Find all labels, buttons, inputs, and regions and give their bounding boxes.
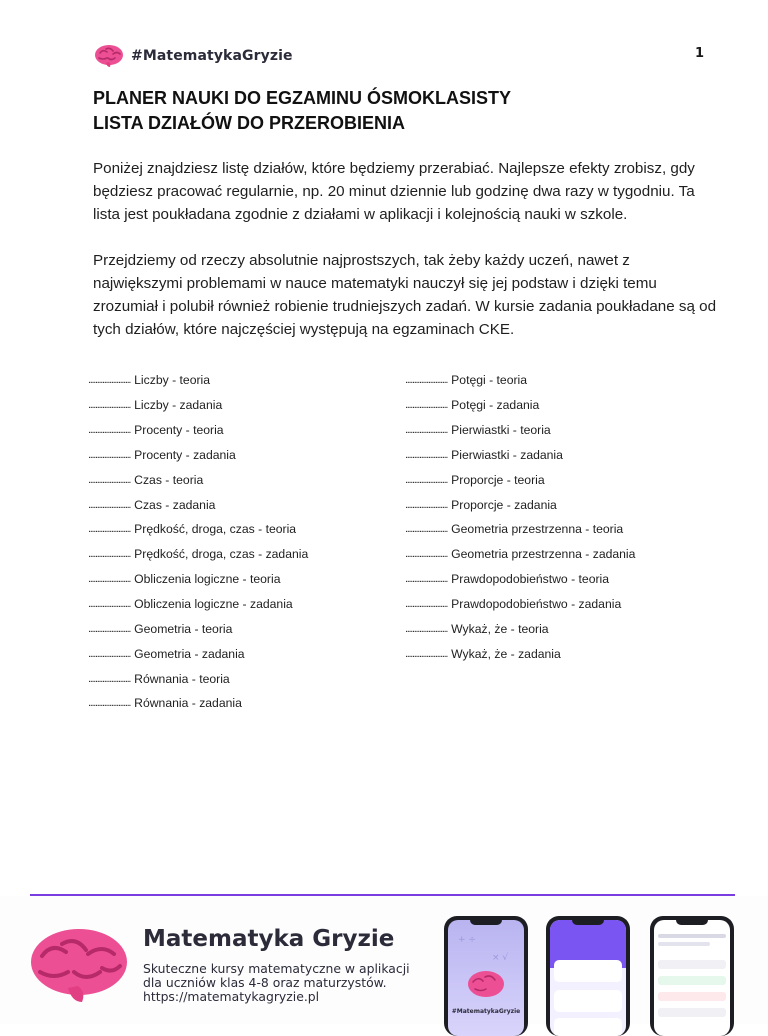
checklist-dots: ........................ (88, 523, 131, 536)
checklist-item (88, 592, 308, 617)
checklist-dots: ........................ (88, 647, 131, 660)
checklist-dots: ........................ (88, 399, 131, 412)
checklist-item (405, 641, 635, 666)
checklist-dots: ........................ (405, 598, 448, 611)
checklist-item-label: Geometria - zadania (134, 646, 245, 661)
checklist-item-label: Prędkość, droga, czas - teoria (134, 522, 297, 537)
checklist-item-label: Wykaż, że - teoria (451, 621, 549, 636)
checklist-item-label: Równania - zadania (134, 696, 242, 711)
checklist-dots: ........................ (405, 424, 448, 437)
phone-mockup (546, 916, 630, 1036)
checklist-dots: ........................ (405, 548, 448, 561)
checklist-dots: ........................ (405, 622, 448, 635)
checklist-item-label: Prawdopodobieństwo - teoria (451, 572, 610, 587)
checklist-item-label: Czas - teoria (134, 472, 204, 487)
checklist-item-label: Geometria przestrzenna - teoria (451, 522, 624, 537)
page-header (94, 40, 710, 74)
title-line-1: PLANER NAUKI DO EGZAMINU ÓSMOKLASISTY (93, 88, 512, 108)
checklist-dots: ........................ (88, 548, 131, 561)
footer-description (143, 962, 433, 1004)
intro-paragraph-2: Przejdziemy od rzeczy absolutnie najprostszych, tak żeby każdy uczeń, nawet z największymi problemami w nauce matematyki nauczył się jej podstaw i dzięki temu zrozumiał i polubił również robienie trudniejszych zadań. W kursie zadania poukładane są od tych działów, które najczęściej występują na egzaminach CKE. (93, 252, 717, 338)
brand-hashtag: #MatematykaGryzie (131, 48, 293, 64)
checklist-item-label: Geometria - teoria (134, 621, 233, 636)
checklist-item-label: Wykaż, że - zadania (451, 646, 561, 661)
checklist-item (405, 467, 635, 492)
checklist-item (405, 418, 635, 443)
checklist-item-label: Procenty - zadania (134, 447, 236, 462)
checklist-item (405, 542, 635, 567)
brain-logo-icon (448, 920, 524, 1010)
brain-logo-icon (28, 926, 130, 1004)
checklist-item (88, 517, 308, 542)
title-line-2: LISTA DZIAŁÓW DO PRZEROBIENIA (93, 113, 405, 133)
checklist-dots: ........................ (405, 399, 448, 412)
checklist-dots: ........................ (88, 697, 131, 710)
checklist-dots: ........................ (88, 498, 131, 511)
checklist-dots: ........................ (405, 374, 448, 387)
checklist-item-label: Pierwiastki - zadania (451, 447, 563, 462)
checklist-item-label: Liczby - zadania (134, 398, 223, 413)
checklist-item-label: Geometria przestrzenna - zadania (451, 547, 636, 562)
checklist-dots: ........................ (405, 523, 448, 536)
checklist-item (88, 567, 308, 592)
checklist-dots: ........................ (405, 647, 448, 660)
checklist-item (88, 616, 308, 641)
checklist-item-label: Prawdopodobieństwo - zadania (451, 597, 622, 612)
checklist-dots: ........................ (88, 598, 131, 611)
phone-mockup (650, 916, 734, 1036)
checklist-item-label: Potęgi - zadania (451, 398, 540, 413)
checklist-dots: ........................ (405, 448, 448, 461)
checklist-left-column (88, 368, 308, 716)
intro-paragraph-1: Poniżej znajdziesz listę działów, które będziemy przerabiać. Najlepsze efekty zrobisz, gdy będziesz pracować regularnie, np. 20 minut dziennie lub godzinę dwa razy w tygodniu. Ta lista jest poukładana zgodnie z działami w aplikacji i kolejnością nauki w szkole. (93, 160, 695, 223)
checklist-dots: ........................ (405, 573, 448, 586)
checklist-item-label: Obliczenia logiczne - teoria (134, 572, 281, 587)
checklist-item-label: Proporcje - zadania (451, 497, 557, 512)
checklist-dots: ........................ (405, 498, 448, 511)
footer-title: Matematyka Gryzie (143, 926, 395, 952)
svg-text:× √: × √ (492, 953, 509, 963)
checklist-item (88, 368, 308, 393)
checklist-dots: ........................ (88, 374, 131, 387)
checklist-item (405, 492, 635, 517)
footer-url-link[interactable]: https://matematykagryzie.pl (143, 989, 320, 1004)
phone-mockup (444, 916, 528, 1036)
svg-text:+ ÷: + ÷ (458, 935, 476, 945)
checklist-item-label: Czas - zadania (134, 497, 216, 512)
checklist-item-label: Potęgi - teoria (451, 373, 528, 388)
checklist-item (405, 592, 635, 617)
checklist-right-column (405, 368, 635, 666)
checklist-item-label: Proporcje - teoria (451, 472, 545, 487)
checklist-item-label: Prędkość, droga, czas - zadania (134, 547, 309, 562)
checklist-item-label: Równania - teoria (134, 671, 230, 686)
checklist-item (88, 467, 308, 492)
checklist-item-label: Liczby - teoria (134, 373, 211, 388)
checklist-item (88, 492, 308, 517)
checklist-item (405, 616, 635, 641)
checklist-item (88, 641, 308, 666)
checklist-item (405, 443, 635, 468)
checklist-dots: ........................ (88, 424, 131, 437)
checklist-item (405, 567, 635, 592)
checklist-dots: ........................ (88, 622, 131, 635)
checklist-item (405, 393, 635, 418)
footer-description-line-2: dla uczniów klas 4-8 oraz maturzystów. (143, 975, 387, 990)
page-number: 1 (694, 46, 704, 61)
checklist-item (88, 542, 308, 567)
checklist-item (88, 443, 308, 468)
phone-brand-text: #MatematykaGryzie (451, 1008, 521, 1015)
checklist-dots: ........................ (88, 672, 131, 685)
checklist-item (88, 393, 308, 418)
checklist-item (88, 666, 308, 691)
checklist-item-label: Obliczenia logiczne - zadania (134, 597, 293, 612)
checklist-dots: ........................ (405, 473, 448, 486)
checklist-item-label: Pierwiastki - teoria (451, 423, 551, 438)
checklist-item-label: Procenty - teoria (134, 423, 224, 438)
footer (0, 896, 768, 1024)
checklist-dots: ........................ (88, 573, 131, 586)
checklist-dots: ........................ (88, 473, 131, 486)
footer-description-line-1: Skuteczne kursy matematyczne w aplikacji (143, 961, 410, 976)
checklist-dots: ........................ (88, 448, 131, 461)
checklist-item (405, 517, 635, 542)
checklist-item (88, 691, 308, 716)
page-title (93, 86, 511, 136)
brain-logo-icon (94, 44, 124, 68)
checklist-item (88, 418, 308, 443)
checklist-item (405, 368, 635, 393)
brand (94, 44, 293, 68)
